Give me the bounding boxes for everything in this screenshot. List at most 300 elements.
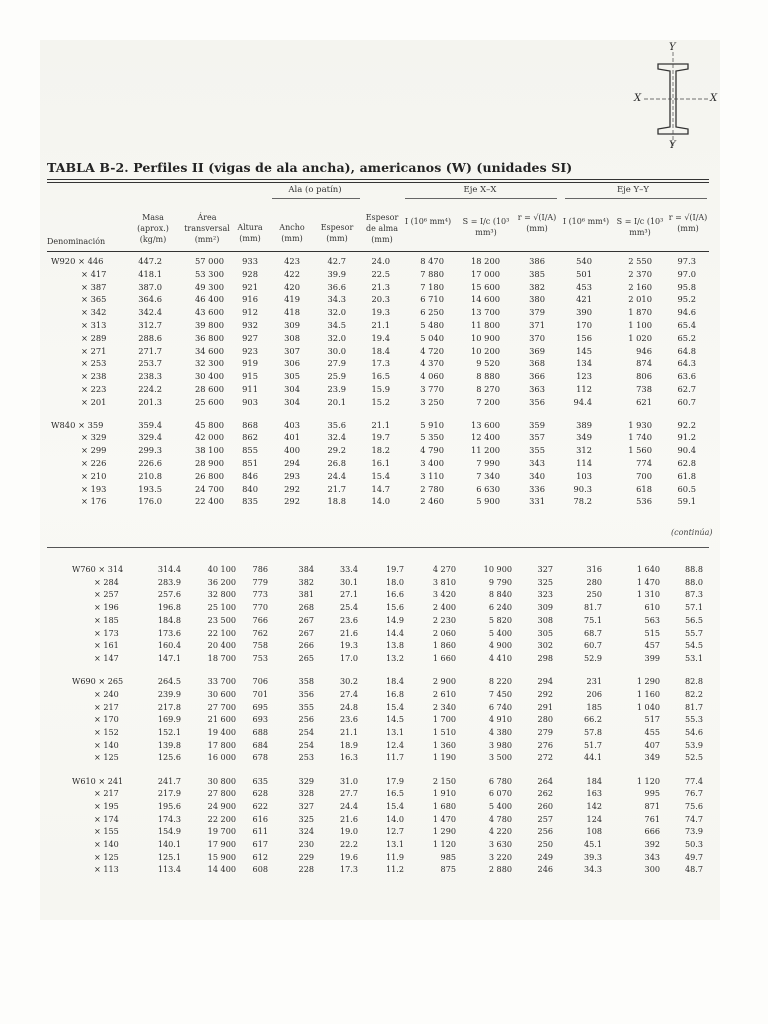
table-row bbox=[0, 800, 768, 812]
table-cell: 39 800 bbox=[194, 320, 224, 330]
table-cell: × 174 bbox=[94, 813, 119, 824]
table-cell: 253 bbox=[298, 752, 314, 763]
table-cell: 4 220 bbox=[488, 826, 512, 837]
table-cell: 874 bbox=[636, 358, 652, 369]
table-cell: 15.4 bbox=[385, 701, 404, 712]
table-cell: 18.2 bbox=[371, 445, 390, 456]
table-cell: 304 bbox=[284, 396, 300, 407]
table-cell: 1 680 bbox=[432, 800, 456, 811]
table-cell: 770 bbox=[252, 602, 268, 613]
table-cell: × 173 bbox=[94, 627, 119, 638]
table-cell: 540 bbox=[576, 256, 592, 266]
table-cell: 88.8 bbox=[684, 564, 703, 574]
table-cell: 309 bbox=[284, 320, 300, 330]
table-cell: 693 bbox=[252, 714, 268, 725]
table-cell: 349 bbox=[576, 432, 592, 443]
header-rx: r = √(I/A) (mm) bbox=[517, 213, 557, 233]
table-cell: 359 bbox=[529, 419, 545, 430]
table-row bbox=[0, 639, 768, 651]
table-cell: 293 bbox=[284, 470, 300, 481]
table-cell: 3 420 bbox=[432, 589, 456, 600]
table-cell: 612 bbox=[252, 851, 268, 862]
table-cell: 308 bbox=[537, 614, 553, 625]
table-cell: 23 500 bbox=[207, 614, 236, 625]
table-cell: 32.0 bbox=[327, 332, 346, 343]
table-cell: 62.7 bbox=[677, 384, 696, 394]
table-cell: 265 bbox=[298, 652, 314, 663]
table-title: TABLA B-2. Perfiles II (vigas de ala ancha), americanos (W) (unidades SI) bbox=[47, 160, 573, 175]
table-cell: 419 bbox=[284, 294, 300, 305]
table-cell: 312.7 bbox=[138, 320, 162, 330]
table-cell: × 193 bbox=[81, 483, 107, 494]
table-cell: 12 400 bbox=[470, 432, 500, 443]
table-cell: 536 bbox=[636, 496, 652, 507]
table-cell: 169.9 bbox=[157, 714, 181, 725]
table-cell: 30 600 bbox=[207, 688, 236, 699]
table-cell: 24.0 bbox=[371, 256, 390, 266]
table-cell: 91.2 bbox=[677, 432, 696, 443]
table-cell: 30.2 bbox=[339, 676, 358, 687]
table-cell: 140.1 bbox=[157, 839, 181, 849]
table-cell: 3 500 bbox=[488, 752, 512, 763]
table-cell: 1 510 bbox=[432, 726, 456, 737]
table-cell: 24 900 bbox=[207, 800, 236, 811]
header-iy: I (10⁶ mm⁴) bbox=[562, 217, 610, 226]
table-cell: 617 bbox=[252, 839, 268, 849]
table-cell: 36 800 bbox=[194, 332, 224, 343]
table-cell: 761 bbox=[644, 813, 660, 824]
table-cell: 11 200 bbox=[470, 445, 500, 456]
table-cell: 5 350 bbox=[420, 432, 444, 443]
table-cell: 40 100 bbox=[207, 564, 236, 574]
header-sy: S = I/c (10³ mm³) bbox=[616, 217, 664, 237]
table-cell: 16 000 bbox=[207, 752, 236, 763]
table-cell: 423 bbox=[284, 256, 300, 266]
table-cell: 257 bbox=[537, 813, 553, 824]
table-cell: 855 bbox=[242, 445, 258, 456]
axis-y-top-label: Y bbox=[669, 42, 676, 53]
table-cell: 995 bbox=[644, 788, 660, 799]
table-cell: 912 bbox=[242, 307, 258, 318]
table-row bbox=[0, 688, 768, 700]
table-cell: 32.4 bbox=[327, 432, 346, 443]
table-cell: 4 370 bbox=[420, 358, 444, 369]
table-cell: 358 bbox=[298, 676, 314, 687]
table-cell: 329 bbox=[298, 775, 314, 786]
table-cell: 2 160 bbox=[628, 281, 652, 292]
table-cell: 30 800 bbox=[207, 775, 236, 786]
table-cell: 3 770 bbox=[420, 384, 444, 394]
table-cell: 45 800 bbox=[194, 419, 224, 430]
table-cell: 336 bbox=[529, 483, 545, 494]
table-cell: 224.2 bbox=[138, 384, 162, 394]
table-row bbox=[0, 713, 768, 725]
table-cell: 312 bbox=[576, 445, 592, 456]
table-cell: 94.6 bbox=[677, 307, 696, 318]
table-row bbox=[0, 357, 768, 369]
table-cell: 399 bbox=[644, 652, 660, 663]
table-cell: 64.3 bbox=[677, 358, 696, 369]
table-cell: 15.4 bbox=[385, 800, 404, 811]
table-cell: 16.5 bbox=[385, 788, 404, 799]
table-cell: 160.4 bbox=[157, 640, 181, 651]
table-cell: 14 400 bbox=[207, 864, 236, 875]
table-cell: × 152 bbox=[94, 726, 119, 737]
table-cell: 23.9 bbox=[327, 384, 346, 394]
table-cell: 31.0 bbox=[339, 775, 358, 786]
table-cell: 8 220 bbox=[488, 676, 512, 687]
table-cell: 349 bbox=[644, 752, 660, 763]
table-cell: 3 220 bbox=[488, 851, 512, 862]
table-cell: 156 bbox=[576, 332, 592, 343]
table-cell: 1 120 bbox=[432, 839, 456, 849]
table-cell: 366 bbox=[529, 371, 545, 382]
table-cell: 30.1 bbox=[339, 576, 358, 587]
table-cell: 279 bbox=[537, 726, 553, 737]
table-cell: 26 800 bbox=[194, 470, 224, 481]
table-cell: 267 bbox=[298, 627, 314, 638]
group-ala-line bbox=[272, 198, 360, 199]
table-row bbox=[0, 281, 768, 293]
table-cell: 400 bbox=[284, 445, 300, 456]
table-cell: 933 bbox=[242, 256, 258, 266]
table-cell: 563 bbox=[644, 614, 660, 625]
table-cell: 95.8 bbox=[677, 281, 696, 292]
table-cell: 230 bbox=[298, 839, 314, 849]
table-cell: 65.4 bbox=[677, 320, 696, 330]
table-cell: 49 300 bbox=[194, 281, 224, 292]
table-cell: 57.8 bbox=[583, 726, 602, 737]
table-cell: 163 bbox=[586, 788, 602, 799]
table-cell: 701 bbox=[252, 688, 268, 699]
table-row bbox=[0, 332, 768, 344]
table-cell: 176.0 bbox=[138, 496, 162, 507]
table-cell: 325 bbox=[298, 813, 314, 824]
table-cell: 392 bbox=[644, 839, 660, 849]
table-cell: 302 bbox=[537, 640, 553, 651]
table-cell: 6 710 bbox=[420, 294, 444, 305]
table-cell: 688 bbox=[252, 726, 268, 737]
table-cell: 103 bbox=[576, 470, 592, 481]
table-cell: 241.7 bbox=[157, 775, 181, 786]
table-cell: 1 700 bbox=[432, 714, 456, 725]
table-row bbox=[0, 457, 768, 469]
table-cell: 370 bbox=[529, 332, 545, 343]
table-row bbox=[0, 675, 768, 687]
table-cell: 6 740 bbox=[488, 701, 512, 712]
table-cell: 4 380 bbox=[488, 726, 512, 737]
table-cell: × 226 bbox=[81, 458, 107, 468]
table-row bbox=[0, 576, 768, 588]
table-cell: 39.3 bbox=[583, 851, 602, 862]
table-cell: 635 bbox=[252, 775, 268, 786]
table-cell: × 140 bbox=[94, 739, 119, 750]
table-cell: 53.9 bbox=[684, 739, 703, 750]
axis-x-left-label: X bbox=[634, 93, 642, 104]
table-cell: 618 bbox=[636, 483, 652, 494]
table-cell: 250 bbox=[537, 839, 553, 849]
table-cell: 81.7 bbox=[583, 602, 602, 613]
table-cell: 65.2 bbox=[677, 332, 696, 343]
table-cell: 2 880 bbox=[488, 864, 512, 875]
table-cell: 753 bbox=[252, 652, 268, 663]
table-cell: 249 bbox=[537, 851, 553, 862]
table-cell: 758 bbox=[252, 640, 268, 651]
table-cell: 35.6 bbox=[327, 419, 346, 430]
table-cell: 125.6 bbox=[157, 752, 181, 763]
table-cell: 14 600 bbox=[470, 294, 500, 305]
table-cell: 851 bbox=[242, 458, 258, 468]
table-cell: 6 630 bbox=[476, 483, 500, 494]
header-area: Área transversal (mm²) bbox=[184, 213, 230, 244]
table-cell: 21.6 bbox=[339, 627, 358, 638]
table-cell: 418 bbox=[284, 307, 300, 318]
table-cell: × 185 bbox=[94, 614, 119, 625]
table-cell: 77.4 bbox=[684, 775, 703, 786]
axis-x-right-label: X bbox=[710, 93, 718, 104]
table-cell: 21 600 bbox=[207, 714, 236, 725]
table-cell: 371 bbox=[529, 320, 545, 330]
table-cell: 64.8 bbox=[677, 345, 696, 356]
table-cell: 2 370 bbox=[628, 268, 652, 279]
table-cell: 1 470 bbox=[432, 813, 456, 824]
table-cell: 55.7 bbox=[684, 627, 703, 638]
table-cell: × 342 bbox=[81, 307, 107, 318]
table-cell: 324 bbox=[298, 826, 314, 837]
table-cell: 21.1 bbox=[371, 320, 390, 330]
table-cell: 17.3 bbox=[371, 358, 390, 369]
table-cell: 57 000 bbox=[194, 256, 224, 266]
table-cell: 515 bbox=[644, 627, 660, 638]
table-cell: 39.9 bbox=[327, 268, 346, 279]
table-cell: 48.7 bbox=[684, 864, 703, 875]
table-cell: 32 800 bbox=[207, 589, 236, 600]
table-cell: 54.6 bbox=[684, 726, 703, 737]
table-cell: 75.6 bbox=[684, 800, 703, 811]
table-cell: 422 bbox=[284, 268, 300, 279]
table-cell: 57.1 bbox=[684, 602, 703, 613]
table-cell: 5 910 bbox=[420, 419, 444, 430]
table-cell: 517 bbox=[644, 714, 660, 725]
table-cell: 32.0 bbox=[327, 307, 346, 318]
group-ala: Ala (o patín) bbox=[288, 185, 342, 195]
table-cell: 34.5 bbox=[327, 320, 346, 330]
table-cell: 846 bbox=[242, 470, 258, 481]
table-cell: 342.4 bbox=[138, 307, 162, 318]
table-cell: 1 470 bbox=[636, 576, 660, 587]
table-cell: 11.2 bbox=[385, 864, 404, 875]
table-cell: 368 bbox=[529, 358, 545, 369]
table-cell: 921 bbox=[242, 281, 258, 292]
table-cell: 985 bbox=[440, 851, 456, 862]
table-cell: 4 720 bbox=[420, 345, 444, 356]
table-cell: 316 bbox=[586, 564, 602, 574]
table-cell: 38 100 bbox=[194, 445, 224, 456]
table-cell: × 210 bbox=[81, 470, 107, 481]
table-cell: 6 240 bbox=[488, 602, 512, 613]
table-cell: 21.1 bbox=[339, 726, 358, 737]
table-cell: 16.3 bbox=[339, 752, 358, 763]
table-cell: 27 700 bbox=[207, 701, 236, 712]
table-row bbox=[0, 614, 768, 626]
table-row bbox=[0, 419, 768, 431]
table-cell: 56.5 bbox=[684, 614, 703, 625]
table-cell: 309 bbox=[537, 602, 553, 613]
table-cell: 28 600 bbox=[194, 384, 224, 394]
table-cell: 24.4 bbox=[327, 470, 346, 481]
table-cell: 2 230 bbox=[432, 614, 456, 625]
table-cell: 13.1 bbox=[385, 839, 404, 849]
table-cell: × 125 bbox=[94, 851, 119, 862]
header-altura: Altura (mm) bbox=[237, 223, 263, 243]
table-cell: × 161 bbox=[94, 640, 119, 651]
table-cell: 14.5 bbox=[385, 714, 404, 725]
table-cell: 20.1 bbox=[327, 396, 346, 407]
table-cell: 108 bbox=[586, 826, 602, 837]
table-cell: 18.8 bbox=[327, 496, 346, 507]
table-cell: 447.2 bbox=[138, 256, 162, 266]
table-cell: 81.7 bbox=[684, 701, 703, 712]
table-cell: 210.8 bbox=[138, 470, 162, 481]
table-cell: 364.6 bbox=[138, 294, 162, 305]
table-cell: × 365 bbox=[81, 294, 107, 305]
table-cell: 14.0 bbox=[385, 813, 404, 824]
table-cell: 4 410 bbox=[488, 652, 512, 663]
table-cell: 23.6 bbox=[339, 714, 358, 725]
table-cell: 18 200 bbox=[470, 256, 500, 266]
table-cell: 621 bbox=[636, 396, 652, 407]
table-cell: 22.2 bbox=[339, 839, 358, 849]
table-cell: 95.2 bbox=[677, 294, 696, 305]
table-cell: 382 bbox=[298, 576, 314, 587]
table-row bbox=[0, 470, 768, 482]
table-cell: 87.3 bbox=[684, 589, 703, 600]
table-row bbox=[0, 444, 768, 456]
table-cell: 94.4 bbox=[573, 396, 592, 407]
table-cell: 50.3 bbox=[684, 839, 703, 849]
table-cell: 16.5 bbox=[371, 371, 390, 382]
table-cell: 363 bbox=[529, 384, 545, 394]
table-cell: 231 bbox=[586, 676, 602, 687]
table-cell: 125.1 bbox=[157, 851, 181, 862]
table-cell: 288.6 bbox=[138, 332, 162, 343]
table-cell: 2 010 bbox=[628, 294, 652, 305]
table-cell: 25.4 bbox=[339, 602, 358, 613]
table-cell: 379 bbox=[529, 307, 545, 318]
table-cell: 195.6 bbox=[157, 800, 181, 811]
table-cell: 15.9 bbox=[371, 384, 390, 394]
table-cell: 15 900 bbox=[207, 851, 236, 862]
group-eje-x-line bbox=[405, 198, 557, 199]
table-cell: 2 340 bbox=[432, 701, 456, 712]
table-cell: 33 700 bbox=[207, 676, 236, 687]
table-cell: 14.9 bbox=[385, 614, 404, 625]
table-cell: 53.1 bbox=[684, 652, 703, 663]
table-cell: 196.8 bbox=[157, 602, 181, 613]
table-cell: 1 290 bbox=[636, 676, 660, 687]
table-cell: 42 000 bbox=[194, 432, 224, 443]
table-cell: 369 bbox=[529, 345, 545, 356]
table-cell: 17.3 bbox=[339, 864, 358, 875]
table-cell: 15.4 bbox=[371, 470, 390, 481]
table-cell: 52.5 bbox=[684, 752, 703, 763]
table-cell: × 176 bbox=[81, 496, 107, 507]
table-cell: W690 × 265 bbox=[72, 676, 124, 687]
table-cell: 26.8 bbox=[327, 458, 346, 468]
table-cell: 250 bbox=[586, 589, 602, 600]
table-cell: 52.9 bbox=[583, 652, 602, 663]
table-row bbox=[0, 863, 768, 875]
table-cell: 9 790 bbox=[488, 576, 512, 587]
header-denominacion: Denominación bbox=[47, 237, 106, 246]
table-cell: 152.1 bbox=[157, 726, 181, 737]
table-cell: 327 bbox=[298, 800, 314, 811]
table-cell: 22.5 bbox=[371, 268, 390, 279]
table-cell: 29.2 bbox=[327, 445, 346, 456]
table-cell: 28 900 bbox=[194, 458, 224, 468]
table-cell: × 417 bbox=[81, 268, 107, 279]
table-row bbox=[0, 319, 768, 331]
table-cell: 13 600 bbox=[470, 419, 500, 430]
table-cell: 1 310 bbox=[636, 589, 660, 600]
table-cell: 343 bbox=[644, 851, 660, 862]
table-cell: 44.1 bbox=[583, 752, 602, 763]
table-cell: 298 bbox=[537, 652, 553, 663]
table-cell: 142 bbox=[586, 800, 602, 811]
table-row bbox=[0, 306, 768, 318]
table-cell: 228 bbox=[298, 864, 314, 875]
table-cell: 14.0 bbox=[371, 496, 390, 507]
table-cell: 25 600 bbox=[194, 396, 224, 407]
table-cell: 1 560 bbox=[628, 445, 652, 456]
table-cell: 327 bbox=[537, 564, 553, 574]
table-cell: 1 930 bbox=[628, 419, 652, 430]
table-cell: 4 900 bbox=[488, 640, 512, 651]
table-row bbox=[0, 563, 768, 575]
table-cell: 946 bbox=[636, 345, 652, 356]
table-cell: 206 bbox=[586, 688, 602, 699]
continua-note: (continúa) bbox=[671, 528, 713, 537]
table-cell: 381 bbox=[298, 589, 314, 600]
table-cell: 774 bbox=[636, 458, 652, 468]
table-cell: 19 700 bbox=[207, 826, 236, 837]
header-alma: Espesor de alma (mm) bbox=[365, 213, 399, 244]
table-cell: 24 700 bbox=[194, 483, 224, 494]
table-cell: × 284 bbox=[94, 576, 119, 587]
table-cell: 608 bbox=[252, 864, 268, 875]
table-cell: × 113 bbox=[94, 864, 119, 875]
table-cell: 76.7 bbox=[684, 788, 703, 799]
table-cell: 14.4 bbox=[385, 627, 404, 638]
table-cell: 280 bbox=[537, 714, 553, 725]
table-cell: 253.7 bbox=[138, 358, 162, 369]
table-cell: 49.7 bbox=[684, 851, 703, 862]
table-cell: 1 160 bbox=[636, 688, 660, 699]
table-cell: 1 860 bbox=[432, 640, 456, 651]
table-row bbox=[0, 652, 768, 664]
table-cell: 174.3 bbox=[157, 813, 181, 824]
table-row bbox=[0, 838, 768, 850]
table-cell: 60.7 bbox=[677, 396, 696, 407]
table-cell: 300 bbox=[644, 864, 660, 875]
table-cell: 256 bbox=[537, 826, 553, 837]
table-cell: 13.2 bbox=[385, 652, 404, 663]
i-beam-figure bbox=[634, 42, 726, 151]
table-cell: 292 bbox=[284, 496, 300, 507]
table-cell: 706 bbox=[252, 676, 268, 687]
table-cell: 5 900 bbox=[476, 496, 500, 507]
table-cell: 27 800 bbox=[207, 788, 236, 799]
